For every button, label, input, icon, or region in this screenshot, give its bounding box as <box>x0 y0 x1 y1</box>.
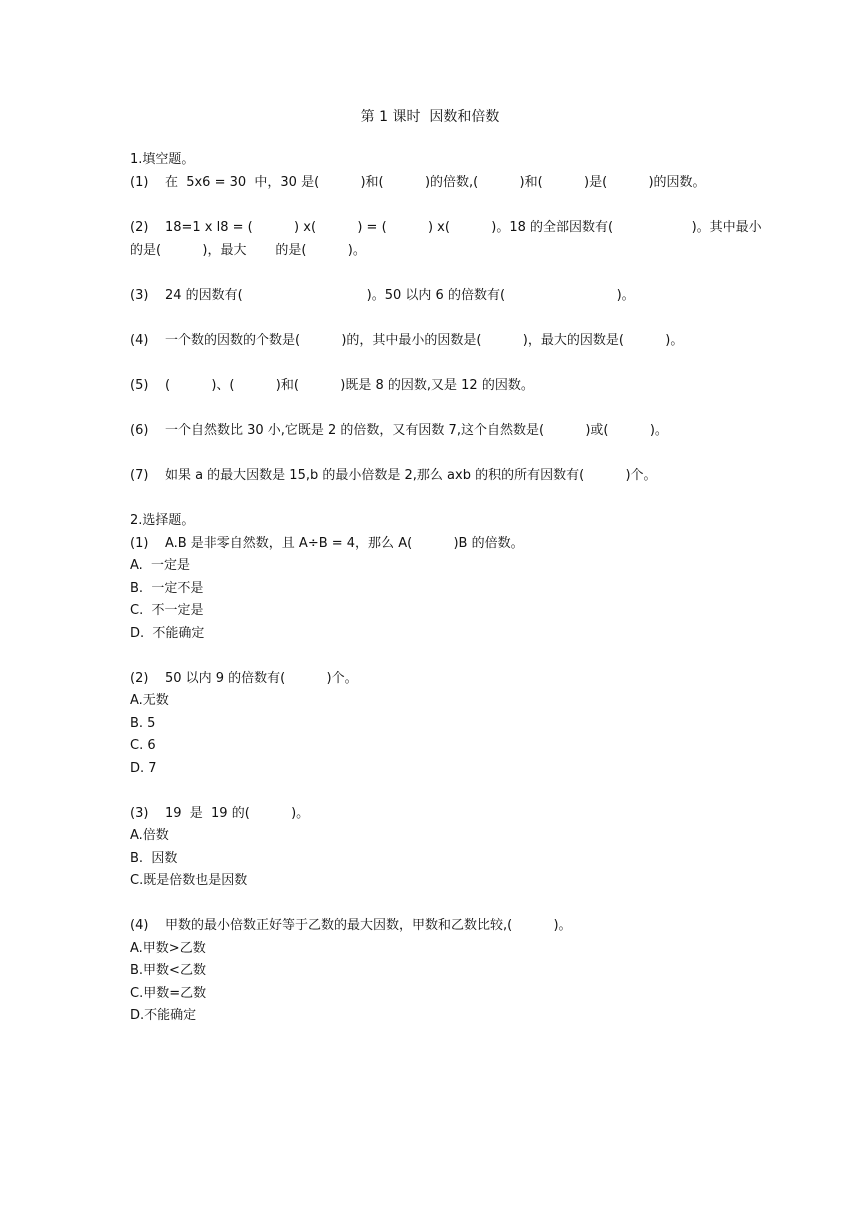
fill-question-5: (5) ( )、( )和( )既是 8 的因数,又是 12 的因数。 <box>130 378 534 393</box>
choice-question-2-option-c: C. 6 <box>130 738 156 753</box>
fill-question-2-line-1: (2) 18=1 x l8 = ( ) x( ) = ( ) x( )。18 的全部因数有( )。其中最小 <box>130 220 762 235</box>
page-title: 第 1 课时 因数和倍数 <box>360 109 500 125</box>
fill-question-1: (1) 在 5x6 = 30 中，30 是( )和( )的倍数,( )和( )是( )的因数。 <box>130 175 706 190</box>
section2-heading: 2.选择题。 <box>130 513 195 528</box>
choice-question-3-option-b: B. 因数 <box>130 851 178 866</box>
choice-question-2-option-d: D. 7 <box>130 761 157 776</box>
choice-question-1-option-a: A. 一定是 <box>130 558 191 573</box>
choice-question-4-stem: (4) 甲数的最小倍数正好等于乙数的最大因数，甲数和乙数比较,( )。 <box>130 918 572 933</box>
choice-question-1-option-c: C. 不一定是 <box>130 603 204 618</box>
choice-question-1-option-d: D. 不能确定 <box>130 626 205 641</box>
choice-question-4-option-c: C.甲数=乙数 <box>130 986 207 1001</box>
fill-question-6: (6) 一个自然数比 30 小,它既是 2 的倍数，又有因数 7,这个自然数是( )或( )。 <box>130 423 668 438</box>
choice-question-3-stem: (3) 19 是 19 的( )。 <box>130 806 310 821</box>
fill-question-3: (3) 24 的因数有( )。50 以内 6 的倍数有( )。 <box>130 288 635 303</box>
choice-question-4-option-d: D.不能确定 <box>130 1008 197 1023</box>
fill-question-7: (7) 如果 a 的最大因数是 15,b 的最小倍数是 2,那么 axb 的积的所有因数有( )个。 <box>130 468 657 483</box>
choice-question-4-option-b: B.甲数<乙数 <box>130 963 206 978</box>
choice-question-3-option-c: C.既是倍数也是因数 <box>130 873 248 888</box>
choice-question-4-option-a: A.甲数>乙数 <box>130 941 206 956</box>
choice-question-2-stem: (2) 50 以内 9 的倍数有( )个。 <box>130 671 358 686</box>
fill-question-4: (4) 一个数的因数的个数是( )的，其中最小的因数是( )，最大的因数是( )。 <box>130 333 684 348</box>
choice-question-2-option-b: B. 5 <box>130 716 156 731</box>
section1-heading: 1.填空题。 <box>130 152 195 167</box>
fill-question-2-line-2: 的是( )，最大 的是( )。 <box>130 243 366 258</box>
choice-question-1-option-b: B. 一定不是 <box>130 581 204 596</box>
choice-question-3-option-a: A.倍数 <box>130 828 169 843</box>
choice-question-1-stem: (1) A.B 是非零自然数，且 A÷B = 4，那么 A( )B 的倍数。 <box>130 536 524 551</box>
choice-question-2-option-a: A.无数 <box>130 693 169 708</box>
